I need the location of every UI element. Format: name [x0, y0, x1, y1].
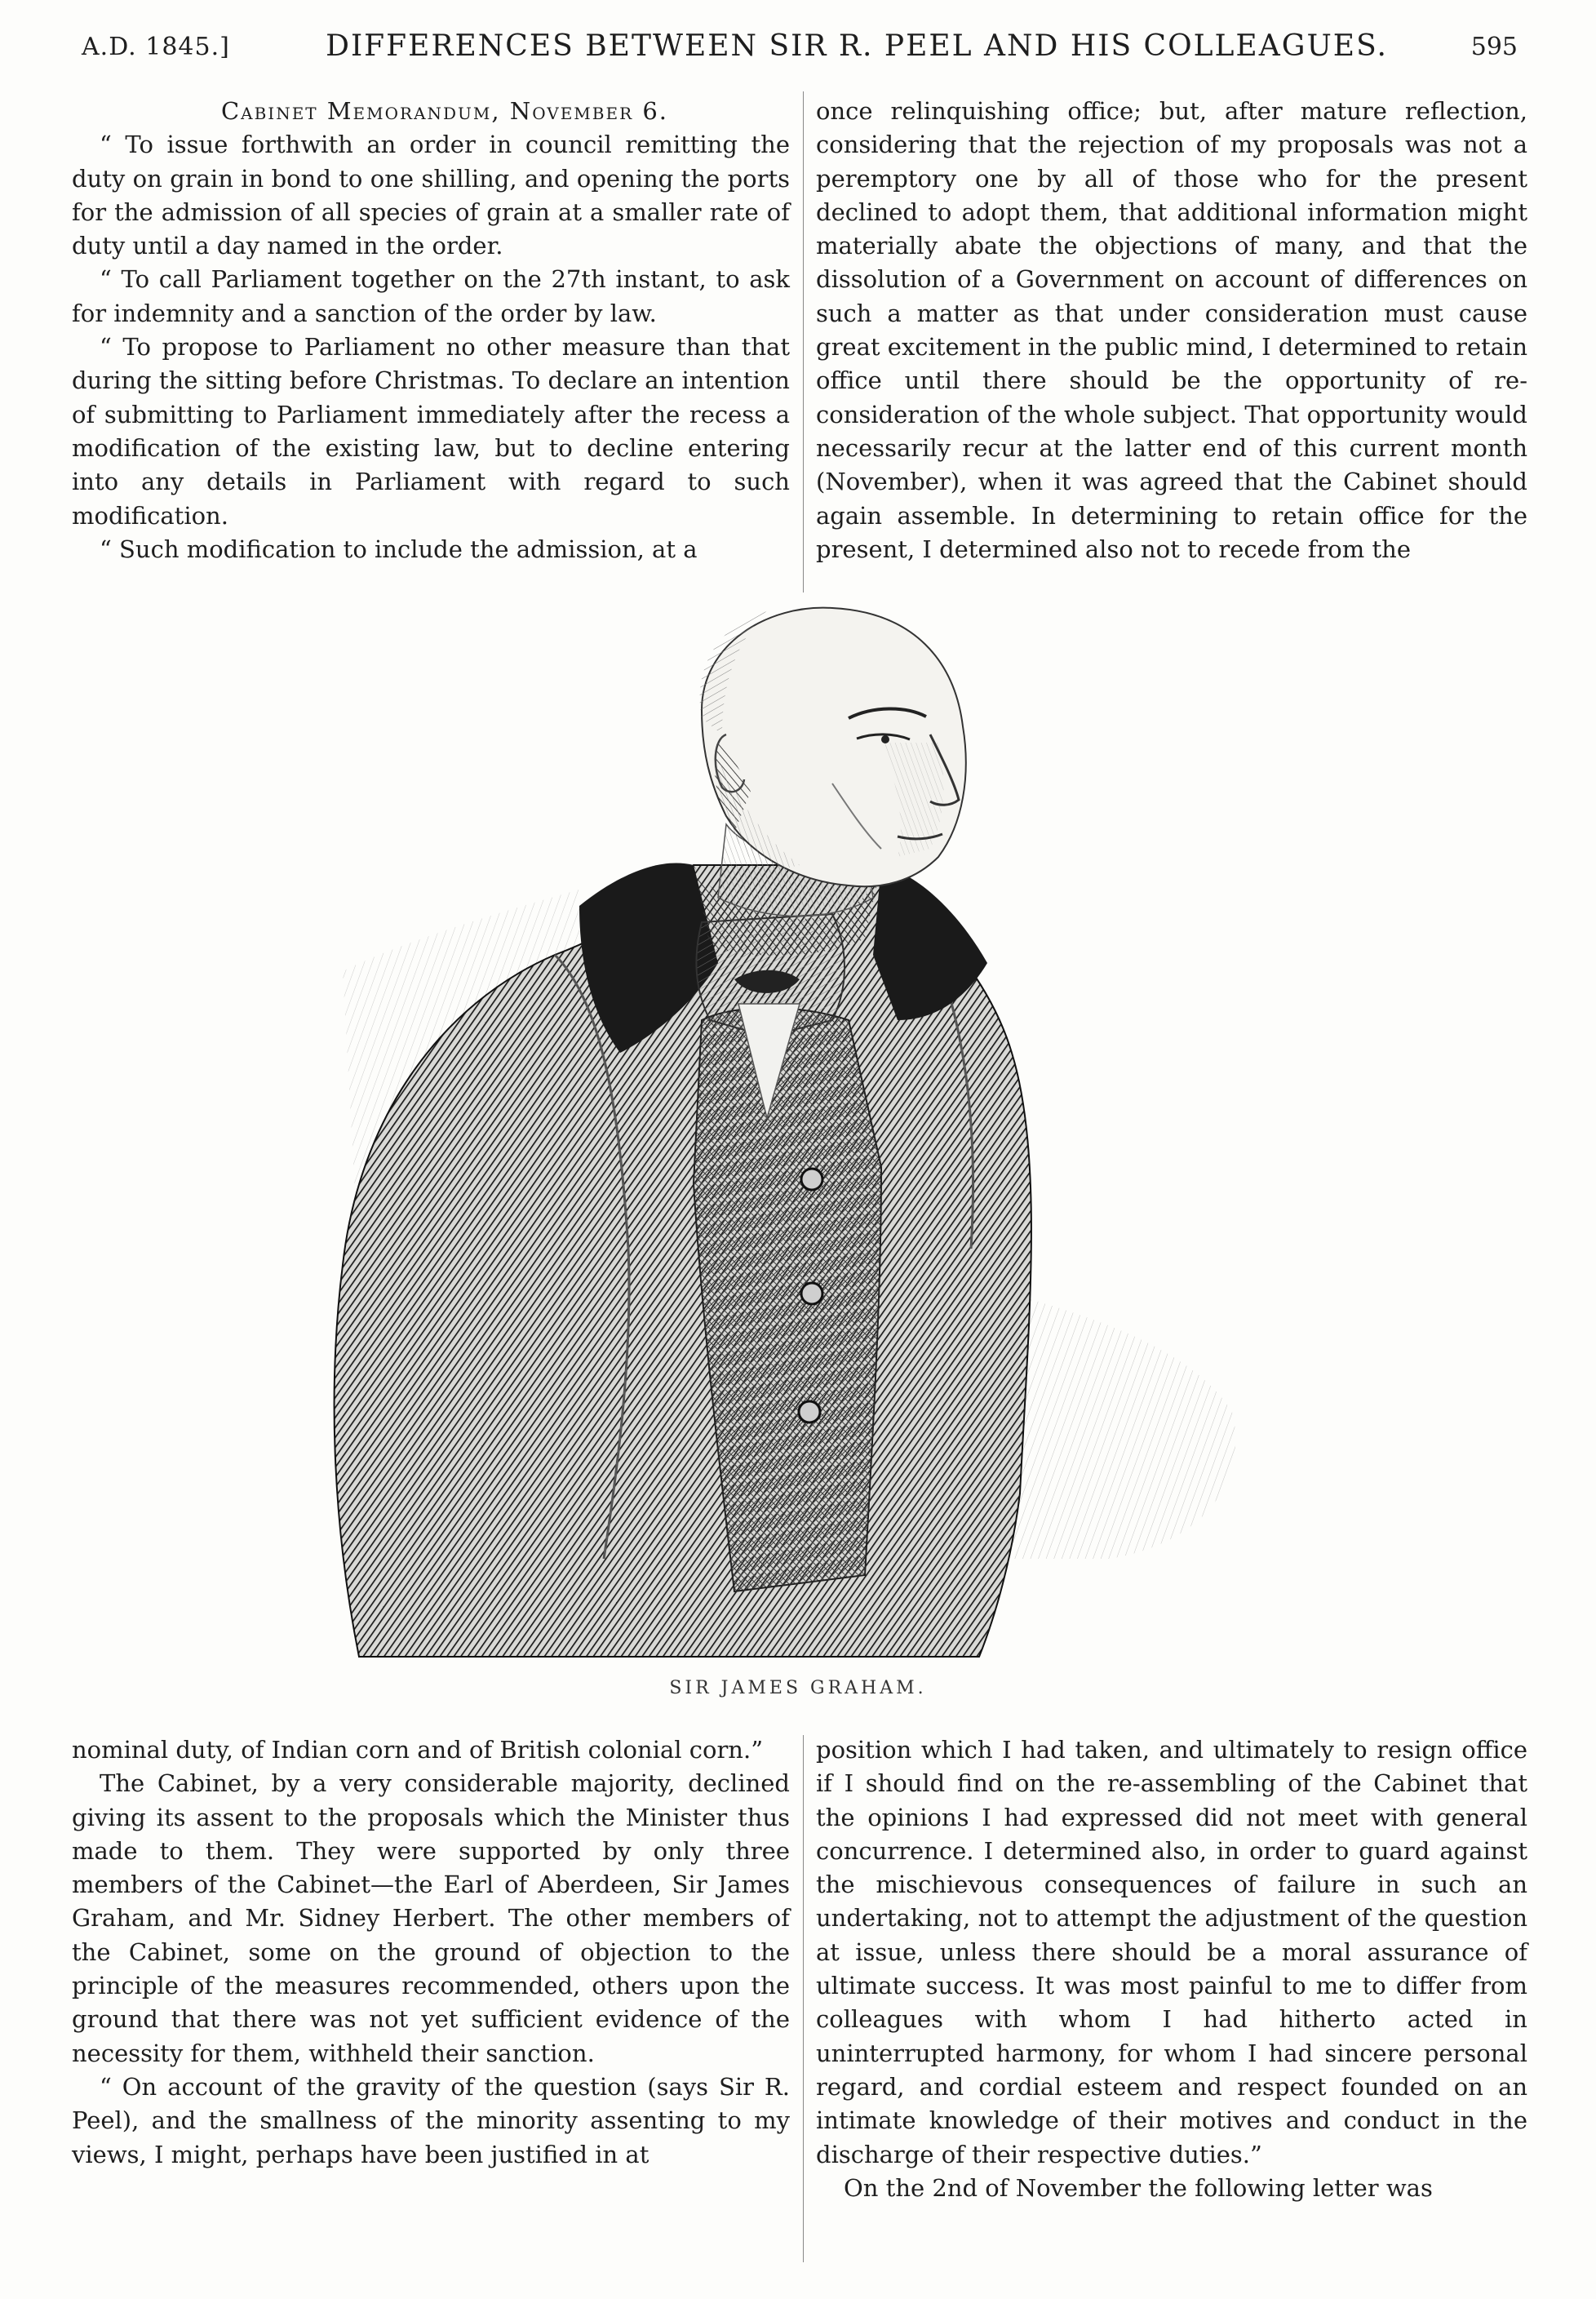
section-heading: Cabinet Memorandum, November 6. [220, 97, 669, 125]
column-bottom-left [72, 1733, 790, 2172]
column-top-right [816, 95, 1527, 566]
column-bottom-right [816, 1733, 1527, 2205]
running-head [82, 26, 1518, 75]
column-divider [803, 1735, 804, 2262]
column-divider [803, 91, 804, 593]
figure-caption: SIR JAMES GRAHAM. [669, 1678, 927, 1698]
paragraph: “ To issue forthwith an order in council remitting the duty on grain in bond to one shilling, and opening the ports for the admission of all species of grain at a smaller rate of duty until a day named in the order. [72, 131, 790, 260]
paragraph: position which I had taken, and ultimately to resign office if I should find on the re-assembling of the Cabinet that the opinions I had expressed did not meet with general concurrence. I determined also, in order to guard against the mischievous consequences of failure in such an undertaking, not to attempt the adjustment of the question at issue, unless there should be a moral assurance of ultimate success. It was most painful to me to differ from colleagues with whom I had hitherto acted in uninterrupted harmony, for whom I had sincere personal regard, and cordial esteem and respect founded on an intimate knowledge of their motives and conduct in the discharge of their respective duties.” [816, 1736, 1527, 2168]
column-top-left [72, 95, 790, 566]
portrait-engraving [310, 596, 1289, 1665]
header-date: A.D. 1845.] [82, 33, 230, 61]
paragraph: On the 2nd of November the following letter was [844, 2173, 1433, 2202]
paragraph: “ To call Parliament together on the 27th instant, to ask for indemnity and a sanction of the order by law. [72, 265, 790, 327]
paragraph: “ On account of the gravity of the question (says Sir R. Peel), and the smallness of the minority assenting to my views, I might, perhaps have been justified in at [72, 2072, 790, 2168]
portrait-illustration [310, 596, 1289, 1665]
header-title: DIFFERENCES BETWEEN SIR R. PEEL AND HIS COLLEAGUES. [326, 29, 1388, 63]
paragraph: “ Such modification to include the admission, at a [100, 535, 698, 563]
paragraph: “ To propose to Parliament no other measure than that during the sitting before Christmas. To declare an intention of submitting to Parliament immediately after the recess a modification of the existing law, but to decline entering into any details in Parliament with regard to such modification. [72, 333, 790, 530]
paragraph: nominal duty, of Indian corn and of British colonial corn.” [72, 1736, 764, 1764]
paragraph: The Cabinet, by a very considerable majority, declined giving its assent to the proposals which the Minister thus made to them. They were supported by only three members of the Cabinet—the Earl of Aberdeen, Sir James Graham, and Mr. Sidney Herbert. The other members of the Cabinet, some on the ground of objection to the principle of the measures recommended, others upon the ground that there was not yet sufficient evidence of the necessity for them, withheld their sanction. [72, 1769, 790, 2067]
paragraph: once relinquishing office; but, after mature reflection, considering that the rejection of my proposals was not a peremptory one by all of those who for the present declined to adopt them, that additional information might materially abate the objections of many, and that the dissolution of a Government on account of differences on such a matter as that under consideration must cause great excitement in the public mind, I determined to retain office until there should be the opportunity of re-consideration of the whole subject. That opportunity would necessarily recur at the latter end of this current month (November), when it was agreed that the Cabinet should again assemble. In determining to retain office for the present, I determined also not to recede from the [816, 97, 1527, 563]
page-number: 595 [1470, 33, 1518, 61]
